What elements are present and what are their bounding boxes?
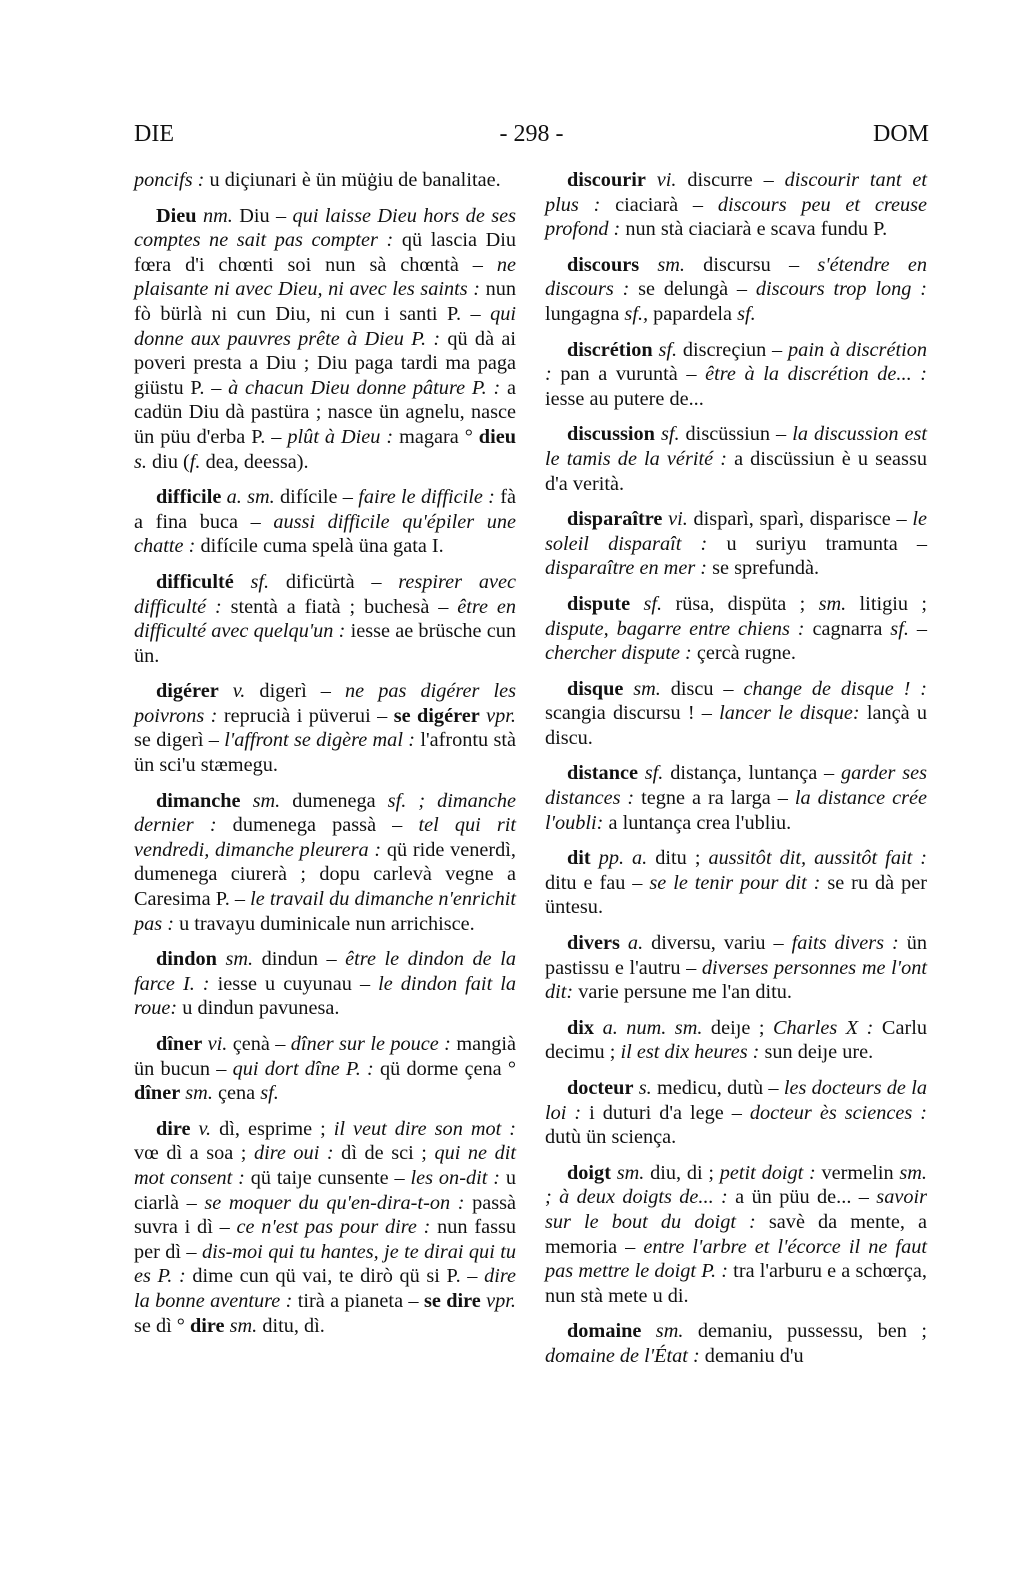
entry-text: discursu – <box>684 253 818 276</box>
entry-text: l'afrontu stà ün sci'u stæmegu. <box>134 729 516 777</box>
italic-text: pain à discrétion : <box>545 338 927 386</box>
entry-text: dea, deessa). <box>200 450 309 473</box>
headword: dire <box>190 1314 225 1337</box>
entry-text: scangia discursu ! – <box>545 702 720 725</box>
italic-text: il est dix heures : <box>620 1041 760 1064</box>
italic-text: diverses personnes me l'ont dit: <box>545 956 927 1004</box>
italic-text: sm. <box>657 253 685 276</box>
entry-text: vœ dì a soa ; <box>134 1142 254 1165</box>
dictionary-entry <box>545 1016 927 1065</box>
italic-text: la discussion est le tamis de la vérité : <box>545 423 927 470</box>
entry-text: se digerì – <box>134 729 225 752</box>
italic-text: aussi difficile qu'épiler une chatte : <box>134 510 516 558</box>
italic-text: la distance crée l'oubli: <box>545 787 927 834</box>
italic-text: les docteurs de la loi : <box>545 1077 927 1124</box>
entry-text: digerì – <box>245 680 345 703</box>
italic-text: entre l'arbre et l'écorce il ne faut pas mettre le doigt P. : <box>545 1235 927 1283</box>
italic-text: petit doigt : <box>719 1161 816 1184</box>
italic-text: aussitôt dit, aussitôt fait : <box>708 847 927 870</box>
italic-text: dire oui : <box>253 1142 334 1165</box>
entry-text: Carlu decimu ; <box>545 1016 927 1064</box>
italic-text: sm. <box>633 677 661 700</box>
headword: Dieu <box>156 204 197 227</box>
entry-text: ditu ; <box>647 847 709 870</box>
headword: dîner <box>156 1033 203 1055</box>
entry-text: dificürtà – <box>269 570 399 593</box>
italic-text: poncifs : <box>134 169 205 191</box>
entry-text: fà a fina buca – <box>134 486 516 533</box>
entry-text: dindun – <box>253 948 346 971</box>
italic-text: savoir sur le bout du doigt : <box>545 1186 927 1233</box>
italic-text: ne pas digérer les poivrons : <box>134 680 516 727</box>
italic-text: domaine de l'État : <box>545 1344 700 1367</box>
entry-text: discu – <box>660 677 744 700</box>
entry-text: nun fò bürlà ni cun Diu, ni cun i santi P. – <box>134 278 516 325</box>
entry-text: lançà u discu. <box>545 702 928 749</box>
italic-text: sf. <box>890 617 909 640</box>
entry-text: iesse au putere de... <box>545 387 704 410</box>
italic-text: le dindon fait la roue: <box>134 972 517 1020</box>
entry-text: magara ° <box>393 425 479 448</box>
italic-text: v. <box>198 1117 212 1140</box>
headword: distance <box>567 762 638 785</box>
italic-text: sm. <box>185 1082 213 1105</box>
italic-text: garder ses distances : <box>545 762 927 810</box>
entry-text: se delungà – <box>629 278 756 301</box>
entry-text <box>594 1017 603 1039</box>
entry-text: çercà rugne. <box>691 642 796 665</box>
entry-text: medicu, dutù – <box>651 1077 784 1099</box>
italic-text: qui donne aux pauvres prête à Dieu P. : <box>134 302 516 350</box>
header-left-guide-word: DIE <box>134 121 174 147</box>
entry-text: dì de sci ; <box>333 1142 435 1165</box>
italic-text: f. <box>189 450 201 473</box>
headword: discussion <box>567 423 655 446</box>
italic-text: sm. <box>229 1314 258 1337</box>
italic-text: nm. <box>202 204 233 227</box>
entry-text: difícile cuma spelà üna gata I. <box>195 535 444 558</box>
entry-text: mangià ün bucun – <box>134 1033 517 1080</box>
entry-text: i duturi d'a lege – <box>581 1101 750 1124</box>
dictionary-entry <box>134 1032 516 1106</box>
italic-text: le soleil disparaît : <box>545 508 927 555</box>
italic-text: discours trop long : <box>755 278 927 301</box>
entry-text <box>623 678 633 700</box>
entry-text: dumenega passà – <box>216 814 419 837</box>
headword: dieu <box>478 425 516 448</box>
italic-text: être à la discrétion de... : <box>705 363 927 386</box>
italic-text: lancer le disque: <box>719 702 860 725</box>
italic-text: respirer avec difficulté : <box>134 570 516 618</box>
entry-text <box>241 790 253 812</box>
italic-text: vpr. <box>486 704 516 727</box>
dictionary-entry <box>545 168 927 242</box>
dictionary-entry <box>134 789 516 937</box>
entry-text: diversu, variu – <box>643 932 792 955</box>
entry-text: ciaciarà – <box>600 193 718 216</box>
entry-text: stentà a fiatà ; buchesà – <box>221 595 458 618</box>
italic-text: s'étendre en discours : <box>545 253 927 301</box>
italic-text: se moquer du qu'en-dira-t-on : <box>204 1191 465 1214</box>
italic-text: faits divers : <box>791 932 899 955</box>
italic-text: qui ne dit mot consent : <box>134 1142 517 1189</box>
entry-text: litigiu ; <box>846 592 927 615</box>
italic-text: les on-dit : <box>410 1166 500 1189</box>
entry-text <box>191 1118 199 1140</box>
italic-text: ne plaisante ni avec Dieu, ni avec les saints : <box>134 253 516 301</box>
italic-text: dîner sur le pouce : <box>290 1033 451 1055</box>
italic-text: Charles X : <box>773 1016 874 1039</box>
entry-text: dumenega <box>280 789 388 812</box>
italic-text: sf. <box>737 302 756 325</box>
italic-text: sm. <box>655 1320 684 1343</box>
entry-text: tirà a pianeta – <box>292 1289 424 1312</box>
italic-text: vpr. <box>486 1289 516 1312</box>
entry-text: a luntança crea l'ubliu. <box>603 811 792 834</box>
dictionary-entry <box>545 507 927 581</box>
left-column <box>134 168 516 1349</box>
dictionary-entry <box>545 677 927 751</box>
entry-text: u diçiunari è ün müġiu de banalitae. <box>204 169 501 191</box>
italic-text: sf. <box>250 570 270 593</box>
italic-text: a. sm. <box>226 486 275 509</box>
headword: dispute <box>567 592 631 615</box>
dictionary-entry <box>545 761 927 835</box>
dictionary-entry <box>545 1319 927 1368</box>
entry-text: Diu – <box>232 204 293 227</box>
italic-text: il veut dire son mot : <box>333 1117 516 1140</box>
entry-text: papardela <box>648 302 738 325</box>
entry-text: distança, luntança – <box>663 762 841 785</box>
entry-text: qü lascia Diu fœra d'i chœnti soi nun sà chœntà – <box>134 229 516 276</box>
entry-text: pan a vuruntà – <box>551 363 706 386</box>
italic-text: qui dort dîne P. : <box>232 1057 374 1080</box>
entry-text <box>638 762 645 784</box>
entry-text: dutù ün sciença. <box>545 1126 677 1149</box>
entry-text: cagnarra <box>804 617 891 640</box>
entry-text: nun stà ciaciarà e scava fundu P. <box>620 218 888 241</box>
headword: dix <box>567 1016 595 1039</box>
dictionary-entry <box>545 1161 927 1309</box>
dictionary-entry <box>134 570 516 668</box>
entry-text: u travayu duminicale nun arrichisce. <box>174 912 475 935</box>
entry-text: iesse ae brüsche cun ün. <box>134 620 516 667</box>
entry-text: iesse u cuyunau – <box>209 972 379 995</box>
italic-text: change de disque ! : <box>743 677 927 700</box>
headword: doigt <box>567 1161 611 1184</box>
entry-text <box>219 680 233 702</box>
italic-text: vi. <box>668 508 688 531</box>
italic-text: sf. ; dimanche dernier : <box>134 789 516 837</box>
headword: discours <box>567 253 640 276</box>
entry-text: diu, di ; <box>644 1161 720 1184</box>
dictionary-entry <box>545 931 927 1005</box>
entry-text: se dì ° <box>134 1314 190 1337</box>
entry-text: discurre – <box>676 169 785 191</box>
italic-text: vi. <box>656 169 677 191</box>
italic-text: tel qui rit vendredi, dimanche pleurera : <box>134 814 517 861</box>
entry-text: disparì, sparì, disparisce – <box>687 508 913 531</box>
entry-text: ditu e fau – <box>545 871 650 894</box>
italic-text: plût à Dieu : <box>287 425 394 448</box>
entry-text: tegne a ra larga – <box>634 787 795 810</box>
headword: discourir <box>567 169 646 191</box>
italic-text: être en difficulté avec quelqu'un : <box>134 595 516 643</box>
italic-text: dis-moi qui tu hantes, je te dirai qui tu es P. : <box>134 1240 516 1288</box>
headword: docteur <box>567 1077 634 1099</box>
italic-text: le travail du dimanche n'enrichit pas : <box>134 888 516 935</box>
entry-text: qü taiȷe cunsente – <box>244 1166 411 1189</box>
entry-text: u suriyu tramunta – <box>707 532 927 555</box>
entry-text: ditu, dì. <box>257 1314 325 1337</box>
dictionary-entry <box>134 679 516 777</box>
headword: difficulté <box>156 570 234 593</box>
headword: se digérer <box>393 704 480 727</box>
entry-text: – <box>908 617 928 640</box>
italic-text: disparaître en mer : <box>545 557 708 580</box>
entry-text: deiȷe ; <box>702 1016 774 1039</box>
dictionary-entry <box>134 204 516 475</box>
italic-text: pp. a. <box>598 847 648 870</box>
italic-text: sm. <box>252 789 281 812</box>
entry-text: diu ( <box>146 450 190 473</box>
italic-text: sm. <box>225 948 254 971</box>
entry-text: qü dorme çena ° <box>373 1057 516 1080</box>
dictionary-entry <box>545 338 927 412</box>
page-number: - 298 - <box>499 121 564 147</box>
italic-text: être le dindon de la farce I. : <box>134 948 516 995</box>
headword: dimanche <box>156 789 241 812</box>
entry-text: lungagna <box>545 302 625 325</box>
entry-text: sun deiȷe ure. <box>759 1041 874 1064</box>
entry-text: dì, esprime ; <box>211 1117 334 1140</box>
entry-text: çena <box>212 1082 261 1105</box>
entry-text: discüssiun – <box>679 423 793 446</box>
italic-text: se le tenir pour dit : <box>649 871 821 894</box>
italic-text: l'affront se digère mal : <box>224 729 416 752</box>
headword: dire <box>156 1117 191 1140</box>
italic-text: sf. <box>643 592 663 615</box>
italic-text: dire la bonne aventure : <box>134 1265 516 1312</box>
italic-text: s. <box>134 450 147 473</box>
headword: dîner <box>134 1082 181 1105</box>
dictionary-entry <box>545 592 927 666</box>
entry-text: se sprefundà. <box>707 557 820 580</box>
entry-text: u dindun pavunesa. <box>177 997 340 1020</box>
italic-text: v. <box>232 680 246 703</box>
headword: disque <box>567 677 624 700</box>
dictionary-entry <box>545 846 927 920</box>
entry-text <box>641 1320 655 1342</box>
entry-text <box>620 932 628 954</box>
dictionary-entry <box>134 168 516 193</box>
italic-text: sm. <box>616 1161 645 1184</box>
italic-text: s. <box>638 1077 652 1099</box>
entry-text: ün pastissu e l'autru – <box>545 932 928 979</box>
entry-text: varie persune me l'an ditu. <box>573 981 792 1004</box>
entry-text: passà suvra i dì – <box>134 1191 517 1239</box>
right-column <box>545 168 927 1380</box>
italic-text: sf. <box>644 762 664 785</box>
headword: discrétion <box>567 338 653 361</box>
entry-text: reprucià i püverui – <box>217 704 394 727</box>
italic-text: sf. <box>658 338 678 361</box>
entry-text: vermelin <box>815 1161 900 1184</box>
italic-text: qui laisse Dieu hors de ses comptes ne sait pas compter : <box>134 204 516 252</box>
entry-text: se ru dà per üntesu. <box>545 871 928 919</box>
headword: dit <box>567 847 591 870</box>
entry-text: rüsa, dispüta ; <box>662 592 819 615</box>
italic-text: discours peu et creuse profond : <box>545 193 927 241</box>
italic-text: sf., <box>624 302 649 325</box>
headword: domaine <box>567 1320 642 1343</box>
entry-text: savè da mente, a memoria – <box>545 1210 927 1258</box>
headword: divers <box>567 932 620 955</box>
entry-text: qü dà ai poveri presta a Diu ; Diu paga tardi ma paga giüstu P. – <box>134 327 516 399</box>
entry-text <box>234 571 251 593</box>
entry-text: demaniu, pussessu, ben ; <box>683 1320 927 1343</box>
italic-text: ce n'est pas pour dire : <box>236 1216 431 1239</box>
headword: difficile <box>156 486 222 509</box>
italic-text: faire le difficile : <box>358 486 495 509</box>
italic-text: sf. <box>260 1082 279 1105</box>
italic-text: sf. <box>660 423 680 446</box>
italic-text: dispute, bagarre entre chiens : <box>545 617 805 640</box>
entry-text <box>639 254 657 276</box>
entry-text: discreçiun – <box>677 338 789 361</box>
entry-text: dime cun qü vai, te dirò qü si P. – <box>185 1265 485 1288</box>
headword: digérer <box>156 680 219 703</box>
dictionary-entry <box>134 1117 516 1338</box>
italic-text: a. <box>627 932 644 955</box>
italic-text: a. num. sm. <box>602 1016 703 1039</box>
dictionary-entry <box>545 1076 927 1150</box>
entry-text: difícile – <box>274 486 359 509</box>
dictionary-entry <box>545 253 927 327</box>
italic-text: chercher dispute : <box>545 642 692 665</box>
page-header <box>134 118 929 150</box>
dictionary-entry <box>134 485 516 559</box>
entry-text: a cadün Diu dà pastüra ; nasce ün agnelu, nasce ün püu d'erba P. – <box>134 376 516 448</box>
entry-text: çenà – <box>227 1033 291 1055</box>
headword: disparaître <box>567 508 663 531</box>
italic-text: sm. ; à deux doigts de... : <box>545 1161 927 1209</box>
headword: dindon <box>156 948 217 971</box>
entry-text: demaniu d'u <box>699 1344 804 1367</box>
italic-text: discourir tant et plus : <box>545 169 928 216</box>
entry-text <box>646 169 657 191</box>
entry-text <box>630 593 643 615</box>
entry-text: a ün püu de... – <box>727 1186 877 1209</box>
italic-text: vi. <box>207 1033 228 1055</box>
entry-text: u ciarlà – <box>134 1166 516 1214</box>
italic-text: sm. <box>818 592 847 615</box>
headword: se dire <box>423 1289 481 1312</box>
italic-text: à chacun Dieu donne pâture P. : <box>228 376 501 399</box>
dictionary-entry <box>134 947 516 1021</box>
italic-text: docteur ès sciences : <box>749 1101 928 1124</box>
entry-text: a discüssiun è u seassu d'a verità. <box>545 447 927 495</box>
dictionary-entry <box>545 422 927 496</box>
entry-text: nun fassu per dì – <box>134 1216 517 1263</box>
entry-text: tra l'arburu e a schœrça, nun stà mete u di. <box>545 1260 927 1307</box>
entry-text <box>591 847 599 869</box>
entry-text: qü ride venerdì, dumenega ciurerà ; dopu carlevà vegne a Caresima P. – <box>134 838 516 911</box>
header-right-guide-word: DOM <box>872 121 929 147</box>
